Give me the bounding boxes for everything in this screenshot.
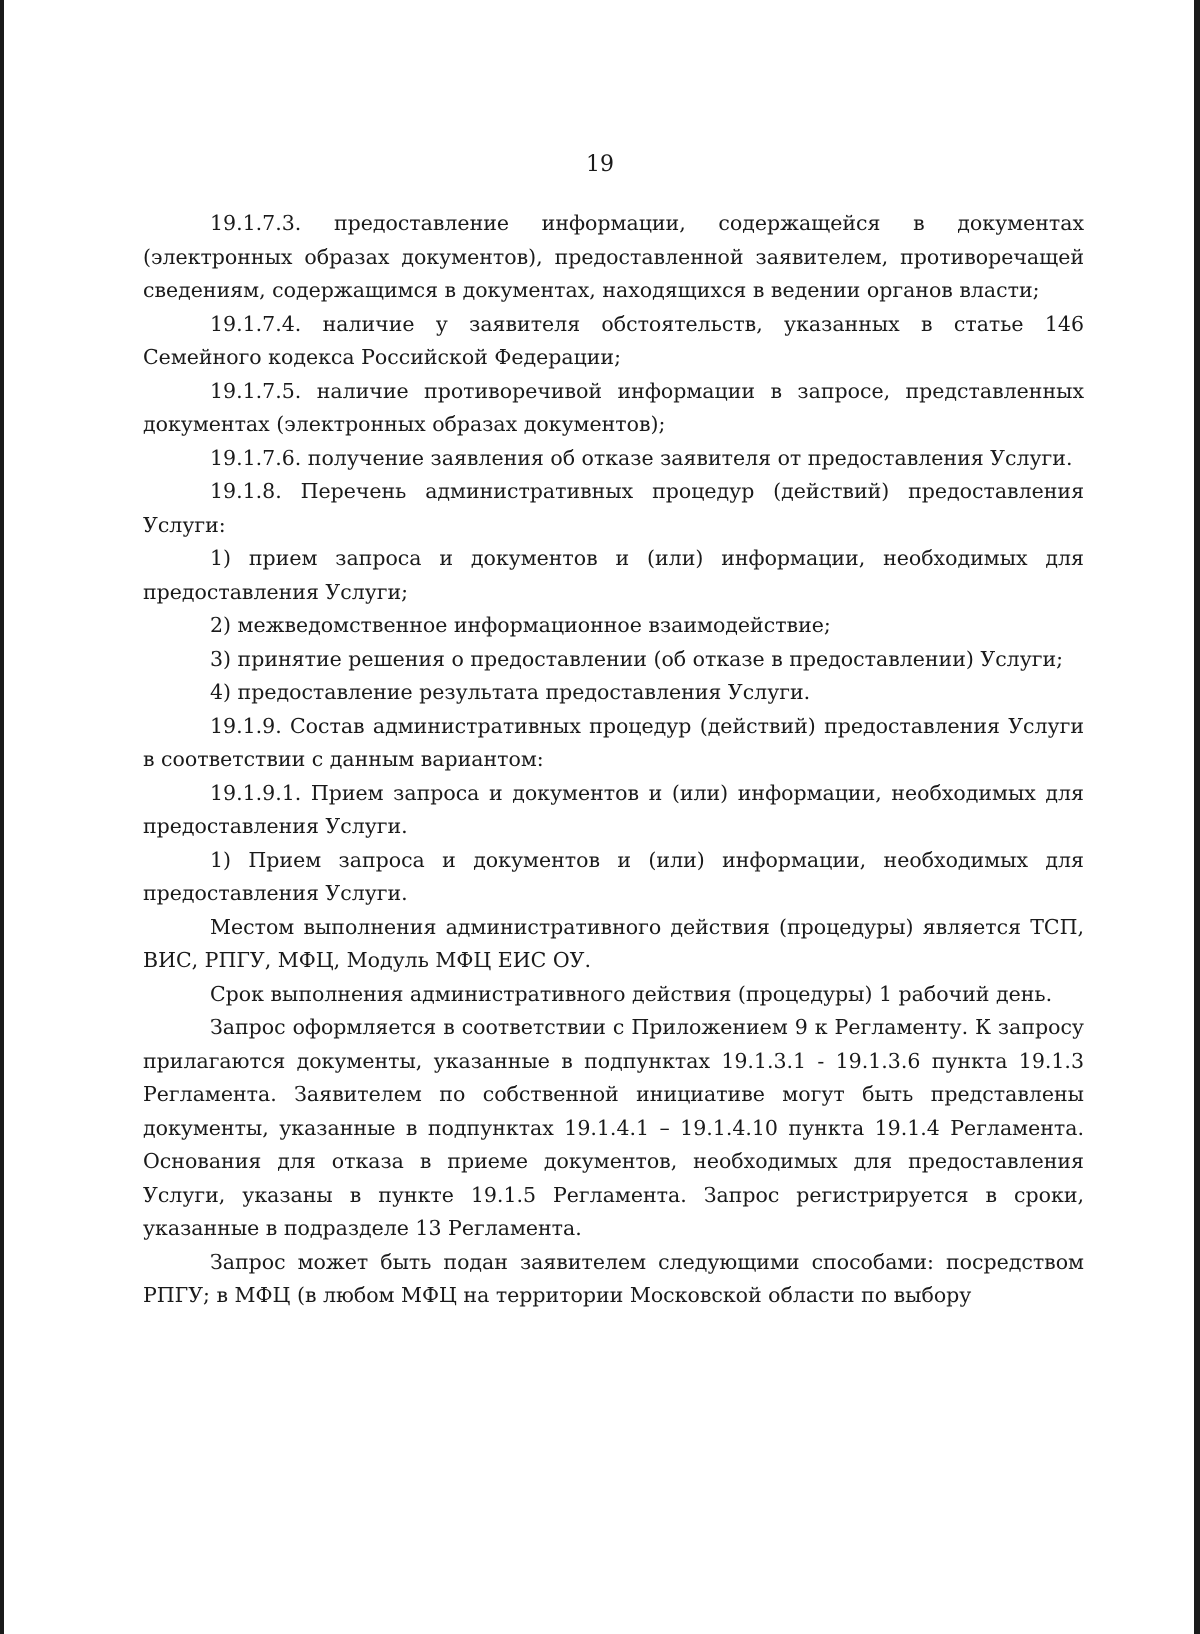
paragraph-19-1-7-6: 19.1.7.6. получение заявления об отказе заявителя от предоставления Услуги. [210,445,1073,470]
document-body [143,207,1084,1313]
paragraph-place: Местом выполнения административного действия (процедуры) является ТСП, ВИС, РПГУ, МФЦ, Модуль МФЦ ЕИС ОУ. [143,914,1084,972]
scan-edge-right [1194,0,1200,1634]
list-item-4: 4) предоставление результата предоставления Услуги. [210,680,811,704]
list-item-2: 2) межведомственное информационное взаимодействие; [210,613,831,637]
sub-item-1: 1) Прием запроса и документов и (или) информации, необходимых для предоставления Услуги. [143,847,1084,905]
list-item-3: 3) принятие решения о предоставлении (об отказе в предоставлении) Услуги; [210,646,1064,671]
paragraph-19-1-8: 19.1.8. Перечень административных процедур (действий) предоставления Услуги: [143,479,1084,537]
paragraph-term: Срок выполнения административного действия (процедуры) 1 рабочий день. [210,981,1053,1006]
scan-edge-left [0,0,4,1634]
page-number: 19 [586,152,614,177]
list-item-1: 1) прием запроса и документов и (или) информации, необходимых для предоставления Услуги; [143,546,1084,604]
paragraph-19-1-7-5: 19.1.7.5. наличие противоречивой информации в запросе, представленных документах (электронных образах документов); [143,378,1084,436]
paragraph-19-1-7-4: 19.1.7.4. наличие у заявителя обстоятельств, указанных в статье 146 Семейного кодекса Российской Федерации; [143,311,1084,369]
paragraph-request: Запрос оформляется в соответствии с Приложением 9 к Регламенту. К запросу прилагаются документы, указанные в подпунктах 19.1.3.1 - 19.1.3.6 пункта 19.1.3 Регламента. Заявителем по собственной инициативе могут быть представлены документы, указанные в подпунктах 19.1.4.1 – 19.1.4.10 пункта 19.1.4 Регламента. Основания для отказа в приеме документов, необходимых для предоставления Услуги, указаны в пункте 19.1.5 Регламента. Запрос регистрируется в сроки, указанные в подразделе 13 Регламента. [143,1015,1084,1240]
paragraph-19-1-7-3: 19.1.7.3. предоставление информации, содержащейся в документах (электронных образах документов), предоставленной заявителем, противоречащей сведениям, содержащимся в документах, находящихся в ведении органов власти; [143,211,1084,302]
paragraph-submission: Запрос может быть подан заявителем следующими способами: посредством РПГУ; в МФЦ (в любом МФЦ на территории Московской области по выбору [143,1249,1084,1307]
paragraph-19-1-9: 19.1.9. Состав административных процедур (действий) предоставления Услуги в соответствии с данным вариантом: [143,713,1084,771]
paragraph-19-1-9-1: 19.1.9.1. Прием запроса и документов и (или) информации, необходимых для предоставления Услуги. [143,780,1084,838]
